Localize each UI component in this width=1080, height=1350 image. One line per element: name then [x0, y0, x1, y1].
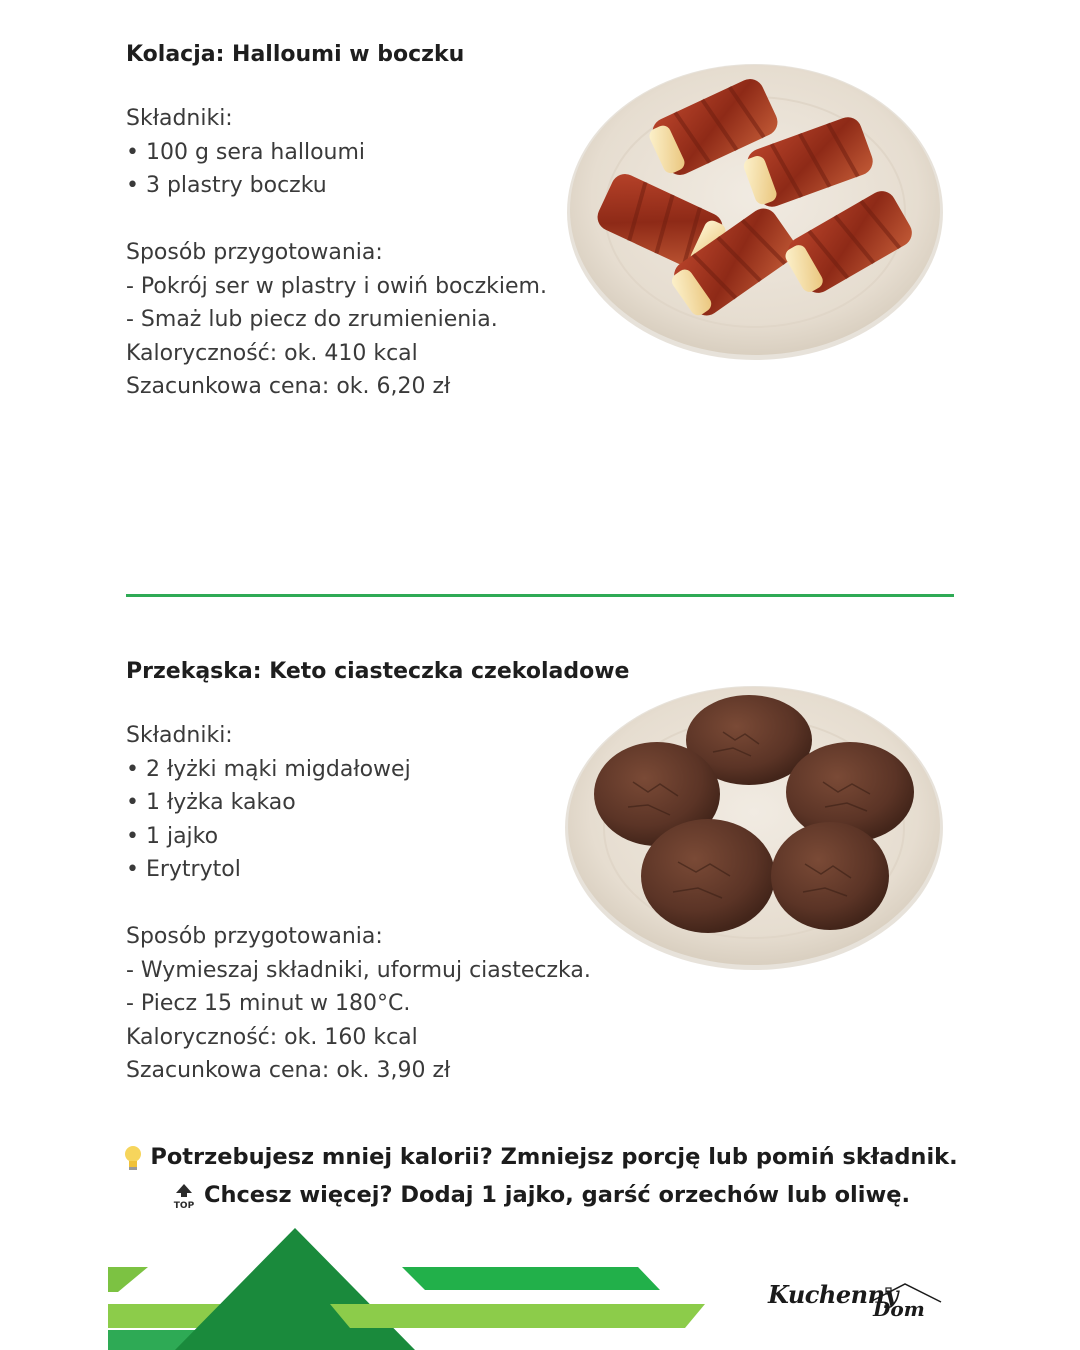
- brand-logo: [768, 1280, 948, 1330]
- snack-title: Przekąska: Keto ciasteczka czekoladowe: [126, 659, 630, 684]
- dinner-step: - Pokrój ser w plastry i owiń boczkiem.: [126, 273, 547, 299]
- snack-ingredient: • 2 łyżki mąki migdałowej: [126, 756, 411, 782]
- tips-block: [0, 1138, 1080, 1214]
- brand-name-line2: Dom: [873, 1297, 925, 1321]
- tip-more-calories: [0, 1176, 1080, 1214]
- dinner-price: Szacunkowa cena: ok. 6,20 zł: [126, 374, 451, 399]
- snack-ingredients-label: Składniki:: [126, 723, 233, 748]
- dinner-ingredients-label: Składniki:: [126, 106, 233, 131]
- snack-recipe: [126, 655, 630, 1088]
- dinner-ingredient: • 3 plastry boczku: [126, 173, 327, 198]
- section-divider: [126, 594, 954, 597]
- brand-name-line1: Kuchenny: [768, 1280, 898, 1309]
- tip-less-text: Potrzebujesz mniej kalorii? Zmniejsz porcję lub pomiń składnik.: [150, 1144, 958, 1170]
- dinner-recipe: [126, 38, 596, 404]
- snack-step: - Wymieszaj składniki, uformuj ciasteczka.: [126, 957, 591, 983]
- dinner-title: Kolacja: Halloumi w boczku: [126, 42, 465, 67]
- halloumi-bacon-photo: [565, 62, 945, 362]
- dinner-calories: Kaloryczność: ok. 410 kcal: [126, 340, 418, 366]
- green-decoration: [0, 1220, 720, 1350]
- dinner-method-label: Sposób przygotowania:: [126, 240, 383, 265]
- tip-more-text: Chcesz więcej? Dodaj 1 jajko, garść orzechów lub oliwę.: [203, 1182, 911, 1208]
- top-badge-text: TOP: [173, 1200, 195, 1210]
- snack-ingredient: • 1 jajko: [126, 823, 219, 849]
- snack-method-label: Sposób przygotowania:: [126, 924, 383, 949]
- snack-ingredient: • Erytrytol: [126, 857, 241, 882]
- snack-step: - Piecz 15 minut w 180°C.: [126, 991, 411, 1016]
- dinner-step: - Smaż lub piecz do zrumienienia.: [126, 307, 498, 332]
- snack-price: Szacunkowa cena: ok. 3,90 zł: [126, 1058, 451, 1083]
- chocolate-cookies-photo: [563, 682, 945, 970]
- snack-ingredient: • 1 łyżka kakao: [126, 790, 296, 815]
- lightbulb-icon: [122, 1144, 144, 1172]
- top-arrow-icon: [170, 1182, 198, 1210]
- snack-calories: Kaloryczność: ok. 160 kcal: [126, 1024, 418, 1050]
- dinner-ingredient: • 100 g sera halloumi: [126, 139, 366, 165]
- tip-less-calories: [0, 1138, 1080, 1176]
